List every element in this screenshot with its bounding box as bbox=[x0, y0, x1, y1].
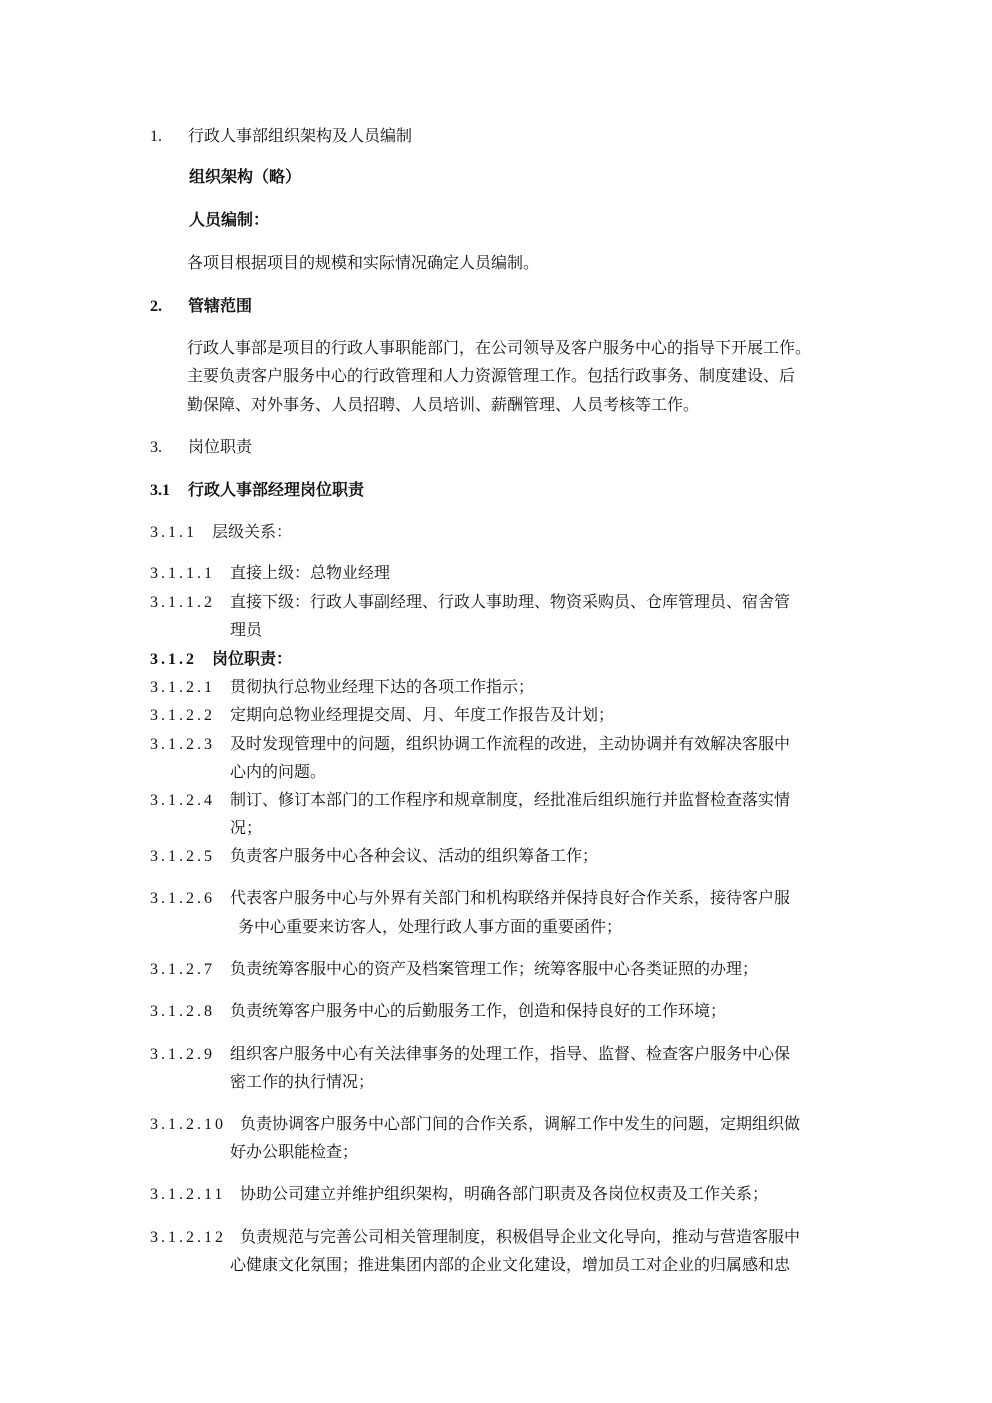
section-1-heading bbox=[150, 126, 412, 147]
section-number: 2. bbox=[150, 298, 162, 315]
section-number: 3.1.2 bbox=[150, 651, 197, 668]
item-3-1-2-7 bbox=[150, 959, 758, 980]
item-number: 3.1.2.4 bbox=[150, 792, 215, 809]
item-number: 3.1.2.9 bbox=[150, 1046, 215, 1063]
item-text: 负责协调客户服务中心部门间的合作关系，调解工作中发生的问题，定期组织做 bbox=[240, 1114, 801, 1133]
item-3-1-2-3 bbox=[150, 734, 790, 755]
section-title: 岗位职责 bbox=[188, 437, 253, 456]
item-continuation: 况； bbox=[230, 818, 263, 837]
item-text: 直接下级：行政人事副经理、行政人事助理、物资采购员、仓库管理员、宿舍管 bbox=[230, 592, 791, 611]
item-3-1-2-1 bbox=[150, 677, 534, 698]
item-number: 3.1.2.11 bbox=[150, 1186, 226, 1203]
section-number: 3.1.1 bbox=[150, 524, 197, 541]
item-continuation: 理员 bbox=[230, 620, 263, 639]
item-3-1-2-4 bbox=[150, 790, 790, 811]
section-3-heading bbox=[150, 437, 252, 458]
item-3-1-1-1 bbox=[150, 563, 390, 584]
item-text: 协助公司建立并维护组织架构，明确各部门职责及各岗位权责及工作关系； bbox=[240, 1184, 769, 1203]
org-chart-subheading: 组织架构（略） bbox=[189, 167, 302, 186]
item-text: 定期向总物业经理提交周、月、年度工作报告及计划； bbox=[230, 705, 615, 724]
item-continuation: 密工作的执行情况； bbox=[230, 1072, 375, 1091]
section-title: 管辖范围 bbox=[188, 296, 253, 315]
section-2-heading bbox=[150, 296, 252, 317]
section-3-1-heading bbox=[150, 480, 364, 501]
item-3-1-2-6 bbox=[150, 888, 790, 909]
item-3-1-2-10 bbox=[150, 1114, 800, 1135]
item-number: 3.1.2.1 bbox=[150, 679, 215, 696]
item-text: 负责规范与完善公司相关管理制度，积极倡导企业文化导向，推动与营造客服中 bbox=[240, 1227, 801, 1246]
item-text: 制订、修订本部门的工作程序和规章制度，经批准后组织施行并监督检查落实情 bbox=[230, 790, 791, 809]
item-3-1-1-2 bbox=[150, 592, 790, 613]
staffing-subheading: 人员编制： bbox=[189, 210, 270, 229]
section-3-1-2-heading bbox=[150, 649, 292, 670]
item-number: 3.1.1.2 bbox=[150, 594, 215, 611]
item-text: 负责客户服务中心各种会议、活动的组织筹备工作； bbox=[230, 846, 599, 865]
item-number: 3.1.2.7 bbox=[150, 961, 215, 978]
item-number: 3.1.2.5 bbox=[150, 848, 215, 865]
section-title: 行政人事部组织架构及人员编制 bbox=[188, 126, 413, 145]
scope-line-3: 勤保障、对外事务、人员招聘、人员培训、薪酬管理、人员考核等工作。 bbox=[187, 395, 700, 414]
scope-line-1: 行政人事部是项目的行政人事职能部门，在公司领导及客户服务中心的指导下开展工作。 bbox=[187, 338, 812, 357]
item-number: 3.1.1.1 bbox=[150, 565, 215, 582]
item-3-1-2-5 bbox=[150, 846, 598, 867]
item-text: 贯彻执行总物业经理下达的各项工作指示； bbox=[230, 677, 535, 696]
section-title: 层级关系： bbox=[212, 522, 293, 541]
section-number: 1. bbox=[150, 128, 162, 145]
item-number: 3.1.2.3 bbox=[150, 736, 215, 753]
section-3-1-1-heading bbox=[150, 522, 292, 543]
item-3-1-2-11 bbox=[150, 1184, 768, 1205]
section-number: 3. bbox=[150, 439, 162, 456]
item-number: 3.1.2.2 bbox=[150, 707, 215, 724]
item-continuation: 心健康文化氛围；推进集团内部的企业文化建设，增加员工对企业的归属感和忠 bbox=[230, 1255, 791, 1274]
item-text: 及时发现管理中的问题，组织协调工作流程的改进，主动协调并有效解决客服中 bbox=[230, 734, 791, 753]
item-number: 3.1.2.10 bbox=[150, 1116, 226, 1133]
item-text: 负责统筹客服中心的资产及档案管理工作；统筹客服中心各类证照的办理； bbox=[230, 959, 759, 978]
staffing-text: 各项目根据项目的规模和实际情况确定人员编制。 bbox=[187, 253, 540, 272]
item-text: 代表客户服务中心与外界有关部门和机构联络并保持良好合作关系，接待客户服 bbox=[230, 888, 791, 907]
section-title: 岗位职责： bbox=[212, 649, 293, 668]
item-3-1-2-9 bbox=[150, 1044, 790, 1065]
item-continuation: 好办公职能检查； bbox=[230, 1142, 359, 1161]
item-continuation: 务中心重要来访客人，处理行政人事方面的重要函件； bbox=[238, 917, 623, 936]
item-3-1-2-8 bbox=[150, 1001, 726, 1022]
item-text: 负责统筹客户服务中心的后勤服务工作，创造和保持良好的工作环境； bbox=[230, 1001, 727, 1020]
item-text: 组织客户服务中心有关法律事务的处理工作，指导、监督、检查客户服务中心保 bbox=[230, 1044, 791, 1063]
item-number: 3.1.2.8 bbox=[150, 1003, 215, 1020]
item-number: 3.1.2.12 bbox=[150, 1229, 226, 1246]
section-number: 3.1 bbox=[150, 482, 170, 499]
item-text: 直接上级：总物业经理 bbox=[230, 563, 391, 582]
item-3-1-2-12 bbox=[150, 1227, 800, 1248]
item-3-1-2-2 bbox=[150, 705, 614, 726]
item-number: 3.1.2.6 bbox=[150, 890, 215, 907]
item-continuation: 心内的问题。 bbox=[230, 762, 327, 781]
section-title: 行政人事部经理岗位职责 bbox=[188, 480, 365, 499]
scope-line-2: 主要负责客户服务中心的行政管理和人力资源管理工作。包括行政事务、制度建设、后 bbox=[187, 366, 796, 385]
